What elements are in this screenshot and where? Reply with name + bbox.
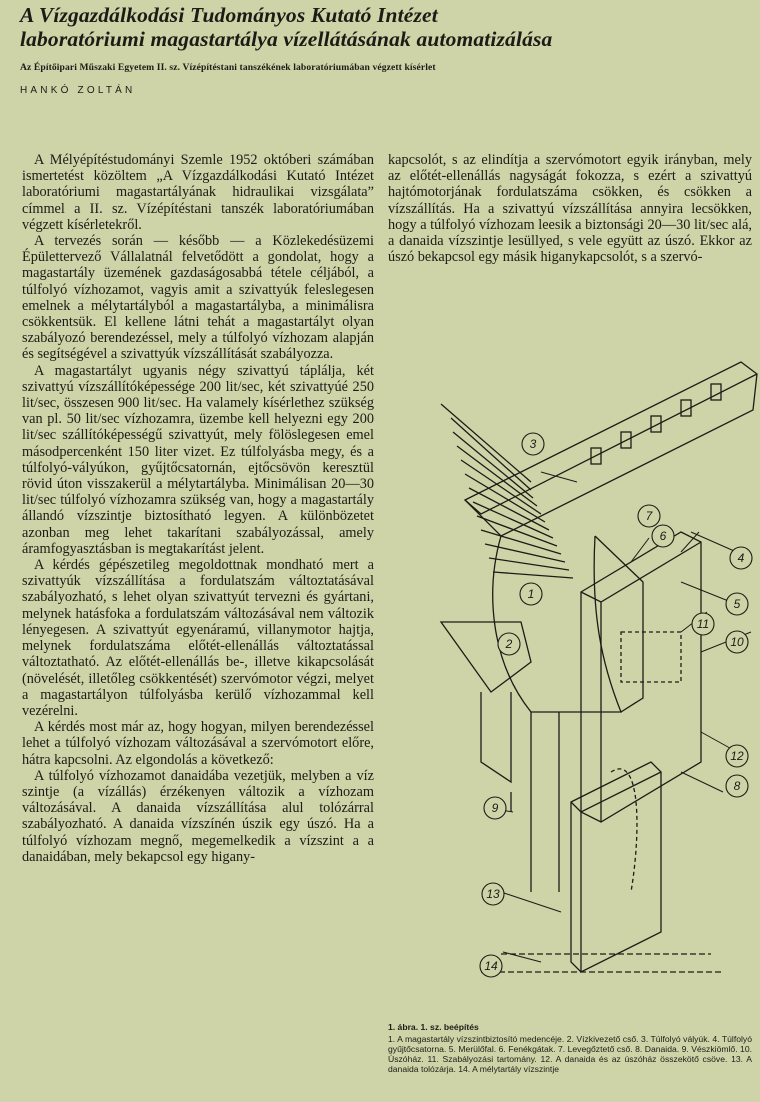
figure-label-1-text: 1 (527, 587, 535, 601)
figure-label-6-text: 6 (659, 529, 667, 543)
figure-label-2-text: 2 (505, 637, 513, 651)
figure-label-11-text: 11 (696, 617, 710, 631)
paragraph: A tervezés során — később — a Közlekedésüzemi Épülettervező Vállalatnál felvetődött a gondolat, hogy a magastartály üzemének gazdaságosabbá tétele céljából, a túlfolyó vízhozamot, vagyis amit a szivattyúk feleslegesen emelnek a mélytartályból a magastartályba, a minimálisra csökkentsük. El kellene látni tehát a magastartályt olyan szabályozó berendezéssel, mely a túlfolyó vízhozam alapján és segítségével a szivattyúk vízszállítását szabályozza. (22, 233, 374, 363)
figure-label-14 (480, 955, 502, 977)
supply-pipe (531, 712, 559, 892)
figure-label-4-text: 4 (737, 551, 745, 565)
figure-label-3 (522, 433, 544, 455)
figure-label-2 (498, 633, 520, 655)
overflow-collector-channel (465, 362, 757, 536)
figure-label-9 (484, 797, 506, 819)
figure-label-10-text: 10 (730, 635, 744, 649)
figure-installation-drawing (381, 332, 759, 1012)
right-text-column (388, 152, 752, 265)
figure-label-13 (482, 883, 504, 905)
figure-label-11 (692, 613, 714, 635)
figure-caption (388, 1022, 752, 1074)
article-subtitle: Az Építőipari Műszaki Egyetem II. sz. Vízépítéstani tanszékének laboratóriumában végzett kísérlet (20, 62, 436, 73)
connecting-pipe (611, 769, 637, 892)
outlet-pipe (441, 622, 531, 692)
paragraph: kapcsolót, s az elindítja a szervómotort egyik irányban, mely az előtét-ellenállás nagyságát fokozza, s ezért a szivattyú hajtómotorjának fordulatszáma csökken, és csökken a vízszállítás. Ha a szivattyú vízszállítása annyira lecsökken, hogy a túlfolyó vízhozam leesik a biztonsági 20—30 lit/sec alá, a danaida vízszintje lesüllyed, s vele együtt az úszó. Ekkor az úszó bekapcsol egy másik higanykapcsolót, s a szervó- (388, 152, 752, 266)
paragraph: A túlfolyó vízhozamot danaidába vezetjük, melyben a víz szintje (a vízállás) érzékenyen változik a vízhozam változásával. A danaida vízszállítása alul tolózárral szabályozható. A danaida vízszínén úszik egy úszó. Ha a túlfolyó vízhozam megnő, megemelkedik a vízszint a a danaidában, mely bekapcsol egy higany- (22, 767, 374, 865)
installation-diagram (381, 332, 759, 1012)
figure-label-4 (730, 547, 752, 569)
figure-label-1 (520, 583, 542, 605)
paragraph: A magastartályt ugyanis négy szivattyú táplálja, két szivattyú vízszállítóképessége 200 lit/sec, két szivattyúé 250 lit/sec, összesen 900 lit/sec. Ha valamely kísérlethez szükség van pl. 50 lit/sec vízhozamra, üzembe kell helyezni egy 200 lit/sec szállítóképességű szivattyút, mely fölöslegesen emel másodpercenként 150 liter vizet. Ez túlfolyásba megy, és a túlfolyó-vályúkon, gyűjtőcsatornán, ejtőcsövön keresztül rövid úton visszakerül a mélytartályba. Minimálisan 20—30 lit/sec túlfolyó vízhozamra szükség van, hogy a magastartály állandó vízszintje biztosítható legyen. A különbözetet azonban meg lehet takarítani szabályozással, amely áramfogyasztásban is megtakarítást jelent. (22, 362, 374, 557)
stabilizer-basin (493, 536, 621, 712)
left-text-column (22, 152, 374, 1102)
danaida (581, 532, 701, 822)
deep-tank-water-level (481, 954, 721, 972)
figure-label-5 (726, 593, 748, 615)
figure-label-12 (726, 745, 748, 767)
figure-label-5-text: 5 (733, 597, 741, 611)
figure-label-8 (726, 775, 748, 797)
title-line-2: laboratóriumi magastartálya vízellátásának automatizálása (20, 27, 553, 51)
regulation-range (621, 632, 681, 682)
figure-label-7-text: 7 (645, 509, 653, 523)
figure-label-14-text: 14 (484, 959, 498, 973)
figure-caption-title: 1. ábra. 1. sz. beépítés (388, 1022, 479, 1032)
overflow-troughs (441, 404, 573, 578)
figure-caption-body: 1. A magastartály vízszintbiztosító medencéje. 2. Vízkivezető cső. 3. Túlfolyó vályúk. 4. Túlfolyó gyűjtőcsatorna. 5. Merülőfal. 6. Fenékgátak. 7. Levegőztető cső. 8. Danaida. 9. Vészkiömlő. 10. Úszóház. 11. Szabályozási tartomány. 12. A danaida és az úszóház összekötő csöve. 13. A danaida tolózárja. 14. A mélytartály vízszintje (388, 1034, 752, 1074)
figure-label-9-text: 9 (491, 801, 499, 815)
paragraph: A kérdés gépészetileg megoldottnak mondható mert a szivattyúk vízszállítása a fordulatszám változtatásával szabályozható, s lehet olyan szivattyút tervezni és gyártani, melynek hatásfoka a fordulatszám változásával nem változik lényegesen. A szivattyút egyenáramú, villanymotor hajtja, melynek fordulatszáma előtét-ellenállás változtatással változtatható. Az előtét-ellenállás be-, illetve kikapcsolását (növelését, illetőleg csökkentését) szervómotor végzi, melyet a magastartályon túlfolyásba kerülő vízhozammal kell vezérelni. (22, 557, 374, 719)
article-title (20, 3, 750, 51)
figure-label-13-text: 13 (486, 887, 500, 901)
figure-label-10 (726, 631, 748, 653)
paragraph: A kérdés most már az, hogy hogyan, milyen berendezéssel lehet a túlfolyó vízhozam változásával a szervómotort előre, hátra kapcsolni. Az elgondolás a következő: (22, 719, 374, 768)
article-author: HANKÓ ZOLTÁN (20, 85, 136, 96)
figure-label-3-text: 3 (529, 437, 537, 451)
figure-label-6 (652, 525, 674, 547)
title-line-1: A Vízgazdálkodási Tudományos Kutató Intézet (20, 3, 438, 27)
figure-label-7 (638, 505, 660, 527)
figure-label-12-text: 12 (730, 749, 744, 763)
figure-label-8-text: 8 (733, 779, 741, 793)
paragraph: A Mélyépítéstudományi Szemle 1952 októberi számában ismertetést közöltem „A Vízgazdálkodási Kutató Intézet laboratóriumi magastartályának hidraulikai vizsgálata” címmel a II. sz. Vízépítéstani tanszék laboratóriumában végzett kísérletekről. (22, 152, 374, 233)
